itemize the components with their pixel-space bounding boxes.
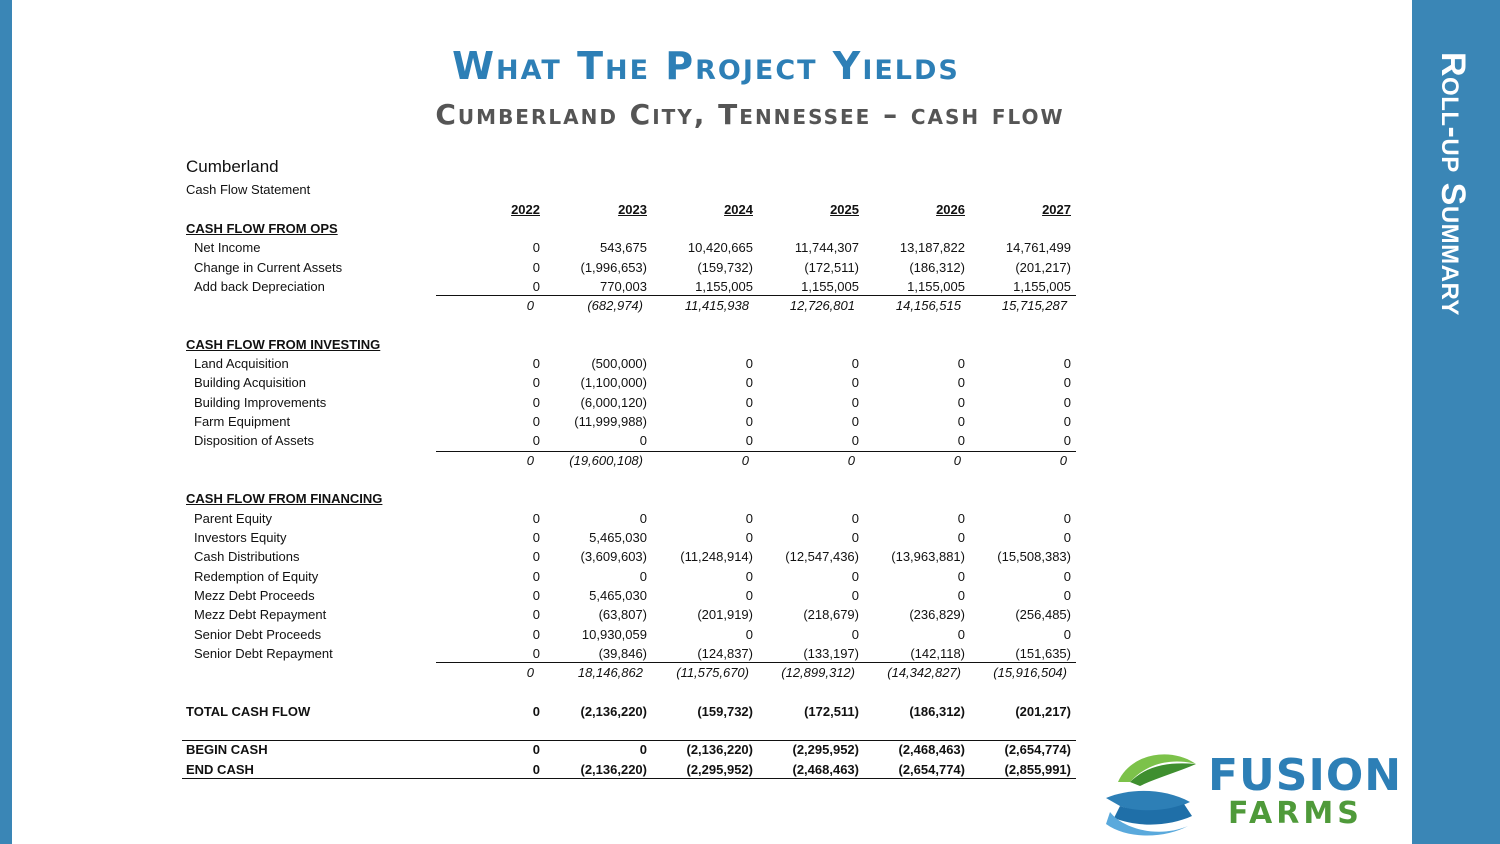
- value-cell: 18,146,862: [577, 665, 643, 680]
- value-cell: 0: [526, 665, 534, 680]
- page-subtitle: Cumberland City, Tennessee – cash flow: [435, 98, 1065, 131]
- value-cell: (6,000,120): [580, 395, 647, 410]
- value-cell: 0: [851, 395, 859, 410]
- value-cell: 0: [745, 627, 753, 642]
- value-cell: 0: [745, 569, 753, 584]
- value-cell: (172,511): [804, 260, 859, 275]
- table-row: [0, 375, 1100, 394]
- section-header: CASH FLOW FROM INVESTING: [186, 337, 381, 352]
- value-cell: 0: [1063, 569, 1071, 584]
- value-cell: (3,609,603): [580, 549, 647, 564]
- table-row: [0, 395, 1100, 414]
- value-cell: (2,654,774): [898, 762, 965, 777]
- year-header: 2027: [1042, 202, 1071, 217]
- row-label: BEGIN CASH: [186, 742, 268, 757]
- value-cell: 0: [532, 588, 540, 603]
- value-cell: (500,000): [591, 356, 647, 371]
- value-cell: (682,974): [587, 298, 643, 313]
- value-cell: 0: [1063, 511, 1071, 526]
- value-cell: 15,715,287: [1001, 298, 1067, 313]
- value-cell: 5,465,030: [589, 588, 647, 603]
- table-row: [0, 298, 1100, 317]
- value-cell: (151,635): [1015, 646, 1071, 661]
- value-cell: (2,136,220): [686, 742, 753, 757]
- row-label: Investors Equity: [194, 530, 287, 545]
- value-cell: (2,654,774): [1004, 742, 1071, 757]
- value-cell: 0: [532, 646, 540, 661]
- value-cell: (15,508,383): [997, 549, 1071, 564]
- value-cell: (256,485): [1015, 607, 1071, 622]
- logo-wordmark-farms: FARMS: [1228, 796, 1363, 831]
- subtotal-rule: [436, 662, 1076, 663]
- value-cell: 0: [957, 569, 965, 584]
- value-cell: 0: [532, 511, 540, 526]
- row-label: Parent Equity: [194, 511, 273, 526]
- value-cell: 0: [532, 279, 540, 294]
- value-cell: 5,465,030: [589, 530, 647, 545]
- value-cell: (12,547,436): [785, 549, 859, 564]
- value-cell: 0: [639, 511, 647, 526]
- value-cell: 0: [847, 453, 855, 468]
- value-cell: (11,248,914): [680, 549, 753, 564]
- value-cell: (172,511): [804, 704, 859, 719]
- value-cell: (13,963,881): [891, 549, 965, 564]
- value-cell: 543,675: [600, 240, 647, 255]
- value-cell: 0: [1063, 588, 1071, 603]
- value-cell: 0: [745, 414, 753, 429]
- table-row: [0, 356, 1100, 375]
- value-cell: (218,679): [803, 607, 859, 622]
- statement-name: Cash Flow Statement: [186, 182, 311, 197]
- row-label: Change in Current Assets: [194, 260, 343, 275]
- value-cell: 0: [532, 607, 540, 622]
- value-cell: 0: [957, 511, 965, 526]
- table-row: [0, 240, 1100, 259]
- year-header: 2023: [618, 202, 647, 217]
- value-cell: 11,415,938: [684, 298, 749, 313]
- year-header: 2026: [936, 202, 965, 217]
- value-cell: 0: [851, 588, 859, 603]
- value-cell: (142,118): [910, 646, 965, 661]
- row-label: Land Acquisition: [194, 356, 289, 371]
- value-cell: 1,155,005: [1013, 279, 1071, 294]
- value-cell: 0: [639, 742, 647, 757]
- value-cell: 11,744,307: [794, 240, 859, 255]
- value-cell: 0: [741, 453, 749, 468]
- value-cell: 0: [526, 453, 534, 468]
- value-cell: (2,855,991): [1004, 762, 1071, 777]
- value-cell: (19,600,108): [569, 453, 643, 468]
- value-cell: 0: [1063, 356, 1071, 371]
- value-cell: 0: [745, 433, 753, 448]
- value-cell: 0: [532, 260, 540, 275]
- table-row: [0, 549, 1100, 568]
- value-cell: 0: [532, 530, 540, 545]
- table-row: [0, 627, 1100, 646]
- value-cell: 0: [851, 356, 859, 371]
- row-label: Senior Debt Repayment: [194, 646, 333, 661]
- row-label: Mezz Debt Repayment: [194, 607, 327, 622]
- value-cell: 0: [1063, 375, 1071, 390]
- row-label: Farm Equipment: [194, 414, 291, 429]
- value-cell: 0: [957, 433, 965, 448]
- value-cell: (1,100,000): [580, 375, 647, 390]
- value-cell: (201,217): [1015, 704, 1071, 719]
- value-cell: 0: [532, 569, 540, 584]
- value-cell: 0: [851, 511, 859, 526]
- value-cell: 0: [957, 627, 965, 642]
- value-cell: 10,420,665: [687, 240, 753, 255]
- value-cell: 0: [532, 414, 540, 429]
- value-cell: (11,999,988): [574, 414, 647, 429]
- value-cell: 0: [745, 588, 753, 603]
- value-cell: 0: [851, 530, 859, 545]
- row-label: Building Improvements: [194, 395, 327, 410]
- value-cell: 0: [532, 549, 540, 564]
- value-cell: 0: [957, 375, 965, 390]
- value-cell: (63,807): [598, 607, 647, 622]
- value-cell: 0: [851, 627, 859, 642]
- value-cell: (11,575,670): [676, 665, 749, 680]
- value-cell: 0: [532, 395, 540, 410]
- value-cell: 0: [639, 569, 647, 584]
- value-cell: (2,136,220): [580, 762, 647, 777]
- total-rule: [182, 740, 1076, 741]
- value-cell: 0: [639, 433, 647, 448]
- fish-leaf-icon: [1100, 742, 1200, 842]
- value-cell: 0: [1059, 453, 1067, 468]
- value-cell: (39,846): [598, 646, 647, 661]
- value-cell: 0: [957, 356, 965, 371]
- table-row: [0, 511, 1100, 530]
- table-row: [0, 742, 1100, 761]
- value-cell: (15,916,504): [993, 665, 1067, 680]
- value-cell: 14,156,515: [895, 298, 961, 313]
- table-row: [0, 260, 1100, 279]
- row-label: END CASH: [186, 762, 254, 777]
- section-header: CASH FLOW FROM OPS: [186, 221, 338, 236]
- table-row: [0, 665, 1100, 684]
- value-cell: (236,829): [909, 607, 965, 622]
- value-cell: 770,003: [600, 279, 647, 294]
- table-row: [0, 588, 1100, 607]
- value-cell: 0: [1063, 414, 1071, 429]
- row-label: TOTAL CASH FLOW: [186, 704, 311, 719]
- value-cell: 0: [953, 453, 961, 468]
- value-cell: 0: [532, 240, 540, 255]
- value-cell: (2,295,952): [686, 762, 753, 777]
- subtotal-rule: [436, 295, 1076, 296]
- value-cell: (159,732): [697, 704, 753, 719]
- value-cell: 0: [532, 356, 540, 371]
- value-cell: 0: [532, 762, 540, 777]
- value-cell: 0: [957, 395, 965, 410]
- value-cell: (12,899,312): [781, 665, 855, 680]
- value-cell: (14,342,827): [887, 665, 961, 680]
- value-cell: 1,155,005: [695, 279, 753, 294]
- row-label: Disposition of Assets: [194, 433, 314, 448]
- value-cell: 0: [851, 375, 859, 390]
- value-cell: 0: [532, 433, 540, 448]
- table-row: [0, 607, 1100, 626]
- value-cell: (2,136,220): [580, 704, 647, 719]
- value-cell: (124,837): [697, 646, 753, 661]
- row-label: Redemption of Equity: [194, 569, 319, 584]
- row-label: Mezz Debt Proceeds: [194, 588, 315, 603]
- logo-wordmark-fusion: FUSION: [1208, 750, 1403, 801]
- year-header: 2024: [724, 202, 753, 217]
- value-cell: 0: [1063, 530, 1071, 545]
- subtotal-rule: [436, 451, 1076, 452]
- year-header: 2022: [511, 202, 540, 217]
- value-cell: 0: [851, 414, 859, 429]
- value-cell: 0: [957, 588, 965, 603]
- value-cell: (2,468,463): [898, 742, 965, 757]
- value-cell: 14,761,499: [1005, 240, 1071, 255]
- value-cell: 0: [1063, 433, 1071, 448]
- value-cell: 0: [957, 414, 965, 429]
- value-cell: (201,217): [1015, 260, 1071, 275]
- value-cell: 0: [532, 704, 540, 719]
- table-row: [0, 433, 1100, 452]
- value-cell: (186,312): [909, 260, 965, 275]
- row-label: Cash Distributions: [194, 549, 300, 564]
- value-cell: 0: [1063, 627, 1071, 642]
- row-label: Add back Depreciation: [194, 279, 325, 294]
- total-rule: [182, 778, 1076, 779]
- value-cell: 0: [532, 627, 540, 642]
- value-cell: (2,295,952): [792, 742, 859, 757]
- value-cell: 0: [1063, 395, 1071, 410]
- value-cell: 1,155,005: [907, 279, 965, 294]
- value-cell: 0: [745, 530, 753, 545]
- fusion-farms-logo: [1100, 742, 1403, 842]
- value-cell: (159,732): [697, 260, 753, 275]
- page-title: What The Project Yields: [452, 44, 960, 88]
- value-cell: 12,726,801: [789, 298, 855, 313]
- value-cell: 13,187,822: [899, 240, 965, 255]
- value-cell: 0: [745, 511, 753, 526]
- value-cell: 0: [745, 356, 753, 371]
- year-header-row: [0, 202, 1100, 220]
- value-cell: 0: [851, 433, 859, 448]
- table-row: [0, 569, 1100, 588]
- value-cell: 10,930,059: [581, 627, 647, 642]
- value-cell: (1,996,653): [580, 260, 647, 275]
- table-row: [0, 704, 1100, 723]
- section-header: CASH FLOW FROM FINANCING: [186, 491, 383, 506]
- table-row: [0, 453, 1100, 472]
- value-cell: 0: [957, 530, 965, 545]
- value-cell: (201,919): [697, 607, 753, 622]
- value-cell: 1,155,005: [801, 279, 859, 294]
- value-cell: 0: [532, 375, 540, 390]
- year-header: 2025: [830, 202, 859, 217]
- row-label: Building Acquisition: [194, 375, 307, 390]
- value-cell: (133,197): [803, 646, 859, 661]
- table-row: [0, 530, 1100, 549]
- value-cell: (2,468,463): [792, 762, 859, 777]
- value-cell: 0: [745, 395, 753, 410]
- value-cell: 0: [851, 569, 859, 584]
- value-cell: 0: [532, 742, 540, 757]
- value-cell: 0: [526, 298, 534, 313]
- value-cell: 0: [745, 375, 753, 390]
- row-label: Senior Debt Proceeds: [194, 627, 322, 642]
- value-cell: (186,312): [909, 704, 965, 719]
- company-name: Cumberland: [186, 157, 279, 176]
- row-label: Net Income: [194, 240, 261, 255]
- side-title: Roll-up Summary: [1434, 52, 1472, 316]
- table-row: [0, 414, 1100, 433]
